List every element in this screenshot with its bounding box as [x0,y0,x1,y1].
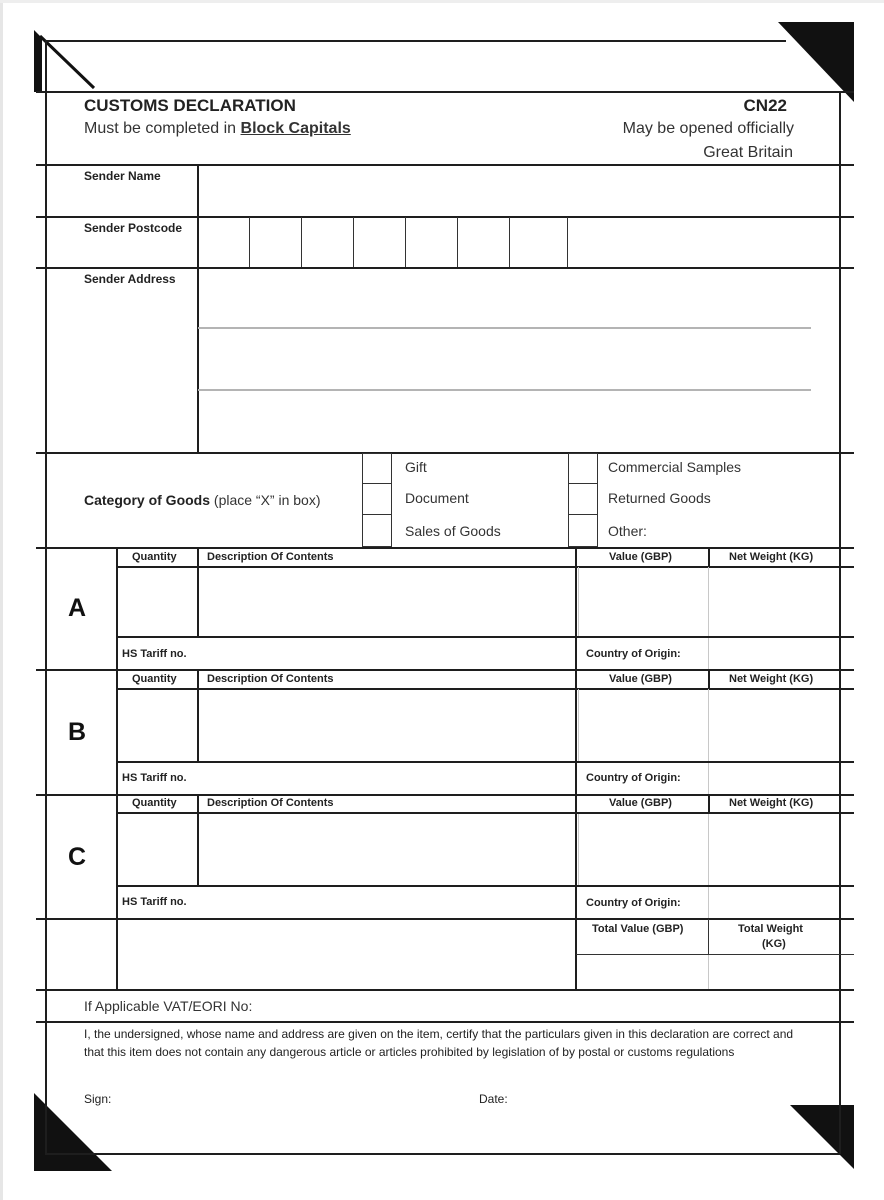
item-a-country-origin-field[interactable] [710,638,838,668]
option-commercial-samples: Commercial Samples [608,459,742,475]
item-a-hs-tariff-field[interactable] [199,638,574,668]
item-a-weight-header: Net Weight (KG) [729,551,814,563]
sender-postcode-label: Sender Postcode [84,221,183,235]
item-c-letter: C [68,843,87,871]
corner-mark-top-right [778,22,854,102]
option-returned-goods: Returned Goods [608,490,711,506]
frame-top-line [46,40,786,42]
item-c-top-rule [36,794,854,796]
checkbox-commercial-samples[interactable] [568,453,598,484]
item-b-hs-tariff-field[interactable] [199,763,574,793]
item-a-value-field[interactable] [580,568,707,636]
header-top-rule [36,91,854,93]
checkbox-returned-goods[interactable] [568,483,598,515]
item-a-description-field[interactable] [199,568,574,636]
item-c-description-field[interactable] [199,814,574,884]
item-b-weight-header: Net Weight (KG) [729,673,814,685]
total-value-field[interactable] [578,956,707,988]
item-a-value-header: Value (GBP) [609,551,672,563]
item-a-quantity-header: Quantity [132,551,177,563]
item-a-weight-divider [708,548,710,567]
page-edge-left [0,0,3,1200]
item-b-hs-tariff-label: HS Tariff no. [122,772,187,784]
item-c-description-header: Description Of Contents [207,797,334,809]
item-b-value-divider [575,670,577,794]
date-field[interactable] [516,1086,776,1112]
sender-postcode-field[interactable] [198,218,568,266]
item-b-country-origin-label: Country of Origin: [586,772,681,784]
totals-left-divider [116,919,118,989]
item-c-country-origin-label: Country of Origin: [586,897,681,909]
item-b-quantity-header: Quantity [132,673,177,685]
category-title: Category of Goods [84,492,211,508]
option-other: Other: [608,523,647,539]
item-c-weight-header: Net Weight (KG) [729,797,814,809]
sender-name-field[interactable] [198,166,838,216]
category-hint: (place “X” in box) [213,492,321,508]
total-weight-label-line2: (KG) [762,938,786,950]
totals-weight-grey-divider [708,954,709,989]
form-code: CN22 [743,96,787,115]
item-c-hs-tariff-label: HS Tariff no. [122,896,187,908]
item-a-weight-grey-divider [708,567,709,669]
checkbox-other[interactable] [568,514,598,547]
item-c-value-header: Value (GBP) [609,797,672,809]
form-title: CUSTOMS DECLARATION [84,96,296,115]
item-b-letter: B [68,718,87,746]
item-c-weight-field[interactable] [710,814,838,884]
item-b-description-header: Description Of Contents [207,673,334,685]
form-subtitle [84,120,351,138]
item-b-description-field[interactable] [199,690,574,761]
page-edge-top [0,0,884,3]
item-b-value-header: Value (GBP) [609,673,672,685]
corner-mark-bottom-right [790,1103,856,1169]
item-a-quantity-field[interactable] [118,568,196,636]
date-label: Date: [479,1092,508,1106]
item-c-value-grey-divider [578,814,579,886]
item-b-weight-grey-divider [708,689,709,794]
item-a-value-grey-divider [578,567,579,637]
sign-label: Sign: [84,1092,112,1106]
item-b-top-rule [36,669,854,671]
item-a-weight-field[interactable] [710,568,838,636]
checkbox-sales-of-goods[interactable] [362,514,392,547]
vat-top-rule [36,989,854,991]
item-b-weight-field[interactable] [710,690,838,761]
option-sales-of-goods: Sales of Goods [405,523,501,539]
item-b-country-origin-field[interactable] [710,763,838,793]
option-gift: Gift [405,459,427,475]
item-c-weight-grey-divider [708,814,709,918]
category-label [84,492,321,508]
checkbox-gift[interactable] [362,453,392,484]
other-category-field[interactable] [660,518,830,544]
category-top-rule [36,452,854,454]
declaration-text: I, the undersigned, whose name and address are given on the item, certify that the particulars given in this declaration are correct and that this item does not contain any dangerous article or articles prohibited by legislation of by postal or customs regulations [84,1027,794,1059]
frame-left-line [45,40,47,1155]
frame-right-line [839,92,841,1154]
subtitle-prefix: Must be completed in [84,120,241,137]
item-c-value-field[interactable] [580,814,707,884]
vat-eori-field[interactable] [272,992,838,1020]
item-a-description-header: Description Of Contents [207,551,334,563]
totals-weight-divider [708,919,709,954]
item-b-value-grey-divider [578,689,579,762]
totals-top-rule [36,918,854,920]
sender-address-field[interactable] [198,269,838,451]
item-b-value-field[interactable] [580,690,707,761]
total-weight-label-line1: Total Weight [738,923,803,935]
item-c-weight-divider [708,795,710,814]
item-c-country-origin-field[interactable] [710,887,838,917]
total-weight-field[interactable] [710,956,838,988]
item-a-value-divider [575,548,577,669]
item-c-hs-tariff-field[interactable] [199,887,574,917]
item-c-quantity-field[interactable] [118,814,196,884]
frame-bottom-line [46,1153,840,1155]
item-a-hs-tariff-label: HS Tariff no. [122,648,187,660]
item-b-weight-divider [708,670,710,689]
item-a-letter: A [68,594,87,622]
vat-eori-label: If Applicable VAT/EORI No: [84,998,253,1014]
item-a-top-rule [36,547,854,549]
sign-field[interactable] [120,1086,460,1112]
option-document: Document [405,490,469,506]
checkbox-document[interactable] [362,483,392,515]
opened-note: May be opened officially [622,120,794,137]
item-c-quantity-header: Quantity [132,797,177,809]
country-label: Great Britain [703,144,793,161]
item-a-country-origin-label: Country of Origin: [586,648,681,660]
subtitle-emphasis: Block Capitals [240,120,351,137]
sender-address-label: Sender Address [84,272,176,286]
total-value-label: Total Value (GBP) [592,923,684,935]
totals-inner-rule [576,954,854,955]
declaration-top-rule [36,1021,854,1023]
item-c-value-divider [575,795,577,918]
item-b-quantity-field[interactable] [118,690,196,761]
sender-name-label: Sender Name [84,169,161,183]
